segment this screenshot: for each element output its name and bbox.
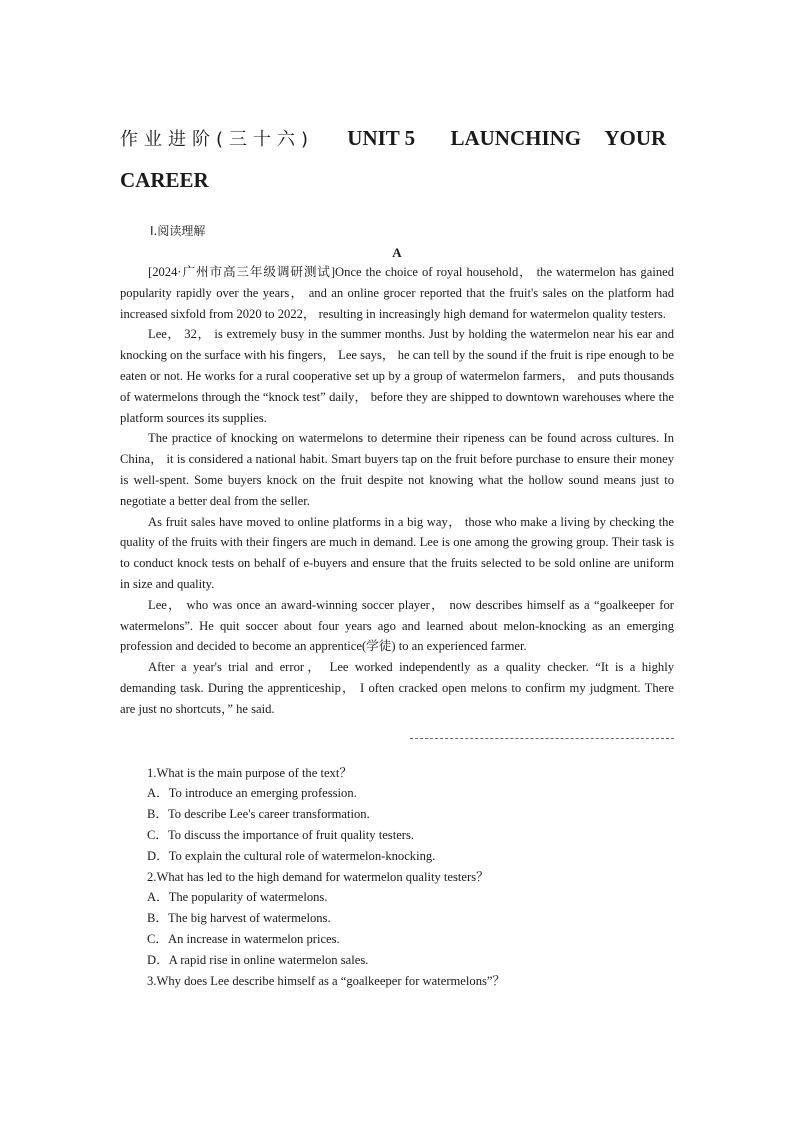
paragraph: The practice of knocking on watermelons to determine their ripeness can be found across cultures. In China， it is considered a national habit. Smart buyers tap on the fruit before purchase to ensure their money is well-spent. Some buyers knock on the fruit despite not knowing what the hollow sound means just to negotiate a better deal from the seller. [120,431,674,508]
answer-option: B．The big harvest of watermelons. [147,911,331,926]
paragraph: Lee， who was once an award-winning soccer player， now describes himself as a “goalkeeper for watermelons”. He quit soccer about four years ago and learned about melon-knocking as an emerging profession and decided to become an apprentice(学徒) to an experienced farmer. [120,597,674,654]
paragraph: As fruit sales have moved to online platforms in a big way， those who make a living by checking the quality of the fruits with their fingers are much in demand. Lee is one among the growing group. Their task is to conduct knock tests on behalf of e-buyers and ensure that the fruits selected to be sold online are uniform in size and quality. [120,514,674,591]
answer-option: C．To discuss the importance of fruit quality testers. [147,827,415,842]
title-word-launching: LAUNCHING [450,126,582,150]
answer-option: B．To describe Lee's career transformation. [147,807,370,822]
paragraph: After a year's trial and error， Lee worked independently as a quality checker. “It is a highly demanding task. During the apprenticeship， I often cracked open melons to confirm my judgment. There are just no shortcuts，” he said. [120,660,674,716]
question-list [120,763,674,992]
question-stem: 1.What is the main purpose of the text？ [147,765,352,780]
document-page [120,118,674,991]
question-stem: 3.Why does Lee describe himself as a “goalkeeper for watermelons”？ [147,973,506,988]
dashed-divider [410,738,674,739]
answer-option: A．To introduce an emerging profession. [147,786,357,801]
answer-option: D．A rapid rise in online watermelon sales. [147,952,369,967]
title-word-career: CAREER [120,168,209,192]
page-title [120,118,674,201]
answer-option: A．The popularity of watermelons. [147,890,328,905]
passage-label: A [392,245,402,260]
title-word-your: YOUR [604,126,667,150]
section-heading: Ⅰ.阅读理解 [150,224,206,238]
answer-option: D．To explain the cultural role of watermelon-knocking. [147,848,436,863]
title-unit: UNIT 5 [347,126,416,150]
answer-option: C．An increase in watermelon prices. [147,931,340,946]
question-stem: 2.What has led to the high demand for watermelon quality testers？ [147,869,489,884]
passage-body [120,262,674,720]
paragraph: Lee， 32， is extremely busy in the summer months. Just by holding the watermelon near his ear and knocking on the surface with his fingers， Lee says， he can tell by the sound if the fruit is ripe enough to be eaten or not. He works for a rural cooperative set up by a group of watermelon farmers， and puts thousands of watermelons through the “knock test” daily， before they are shipped to downtown warehouses where the platform sources its supplies. [120,327,674,425]
paragraph: [2024·广州市高三年级调研测试]Once the choice of royal household， the watermelon has gained popularity rapidly over the years， and an online grocer reported that the fruit's sales on the platform had increased sixfold from 2020 to 2022， resulting in increasingly high demand for watermelon quality testers. [120,265,674,321]
title-prefix: 作业进阶(三十六) [120,129,315,150]
